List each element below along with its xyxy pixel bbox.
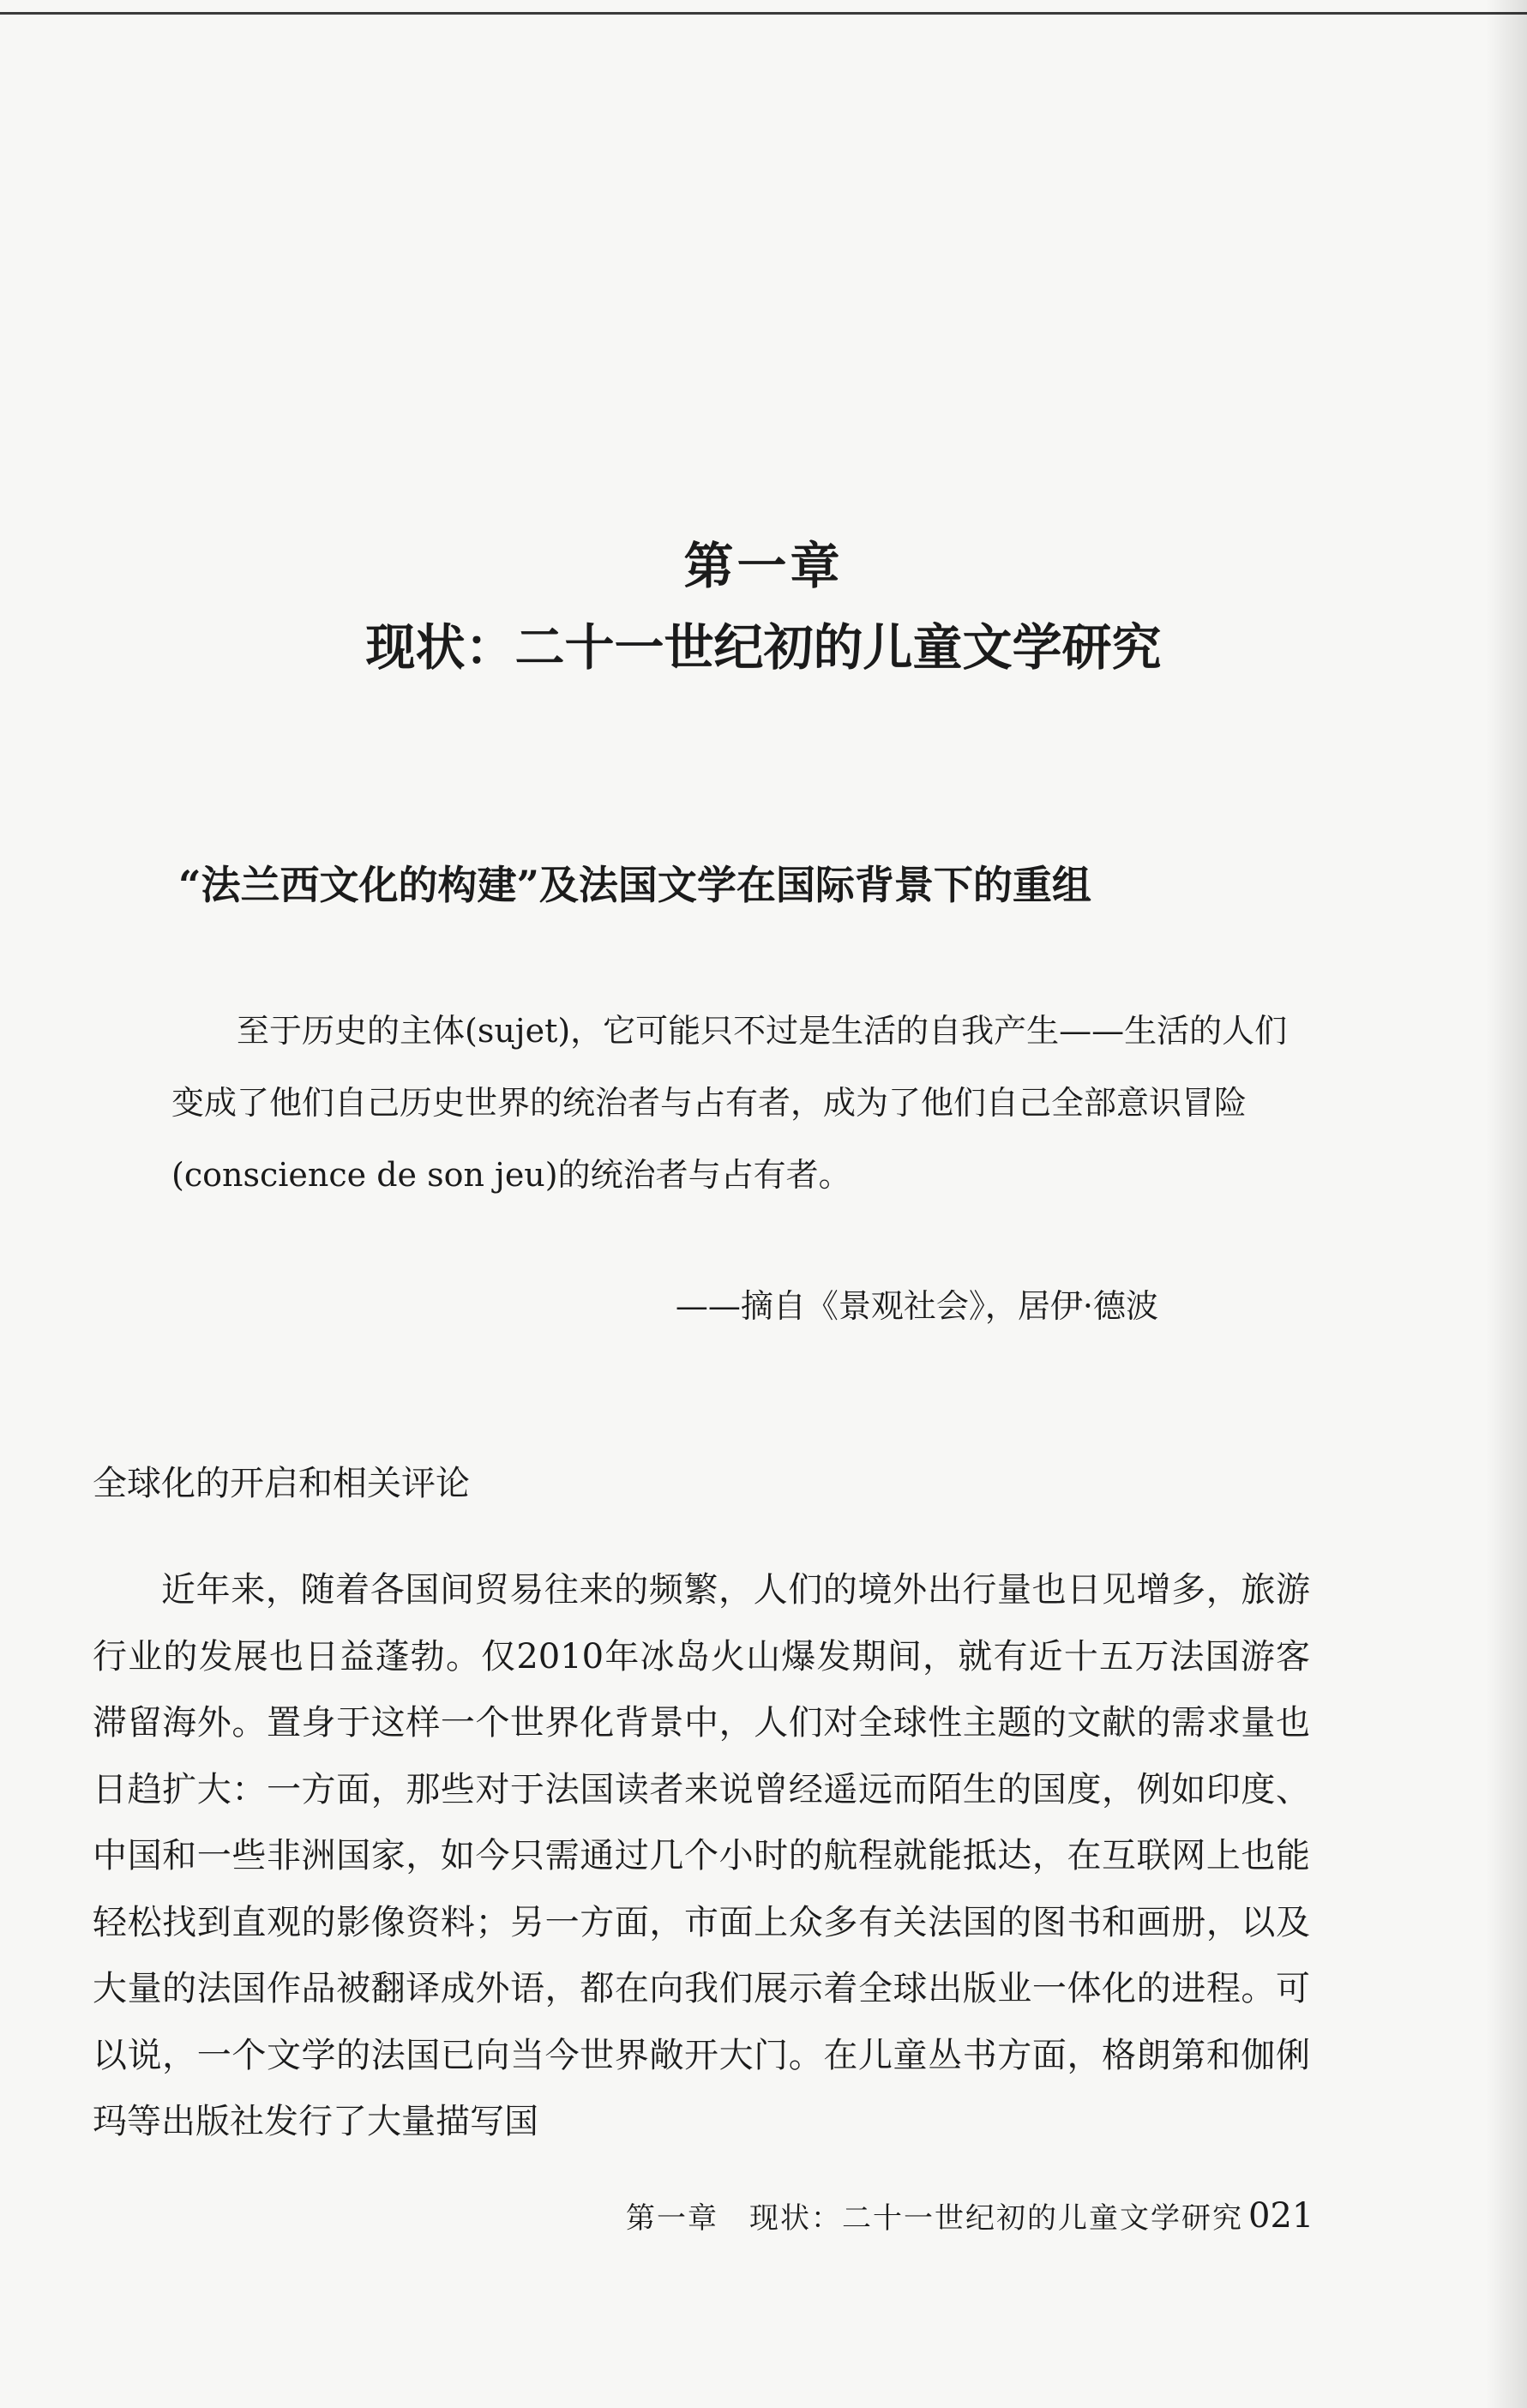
chapter-title: 现状：二十一世纪初的儿童文学研究 <box>365 618 1162 677</box>
top-edge-rule <box>0 12 1527 15</box>
epigraph-text: 至于历史的主体(sujet)，它可能只不过是生活的自我产生——生活的人们变成了他们自己历史世界的统治者与占有者，成为了他们自己全部意识冒险(conscience de son jeu)的统治者与占有者。 <box>171 1012 1288 1194</box>
page-number: 021 <box>1248 2196 1314 2236</box>
body-paragraph: 近年来，随着各国间贸易往来的频繁，人们的境外出行量也日见增多，旅游行业的发展也日益蓬勃。仅2010年冰岛火山爆发期间，就有近十五万法国游客滞留海外。置身于这样一个世界化背景中，人们对全球性主题的文献的需求量也日趋扩大：一方面，那些对于法国读者来说曾经遥远而陌生的国度，例如印度、中国和一些非洲国家，如今只需通过几个小时的航程就能抵达，在互联网上也能轻松找到直观的影像资料；另一方面，市面上众多有关法国的图书和画册，以及大量的法国作品被翻译成外语，都在向我们展示着全球出版业一体化的进程。可以说，一个文学的法国已向当今世界敞开大门。在儿童丛书方面，格朗第和伽俐玛等出版社发行了大量描写国 <box>93 1570 1310 2141</box>
body-text <box>93 1557 1310 2156</box>
epigraph-attribution: ——摘自《景观社会》，居伊·德波 <box>675 1287 1158 1325</box>
page-edge-shadow <box>1486 0 1527 2408</box>
subsection-heading: 全球化的开启和相关评论 <box>93 1464 470 1503</box>
epigraph <box>171 995 1312 1211</box>
section-heading: “法兰西文化的构建”及法国文学在国际背景下的重组 <box>178 862 1091 908</box>
chapter-label: 第一章 <box>683 537 844 595</box>
running-footer: 第一章 现状：二十一世纪初的儿童文学研究 <box>626 2201 1243 2236</box>
